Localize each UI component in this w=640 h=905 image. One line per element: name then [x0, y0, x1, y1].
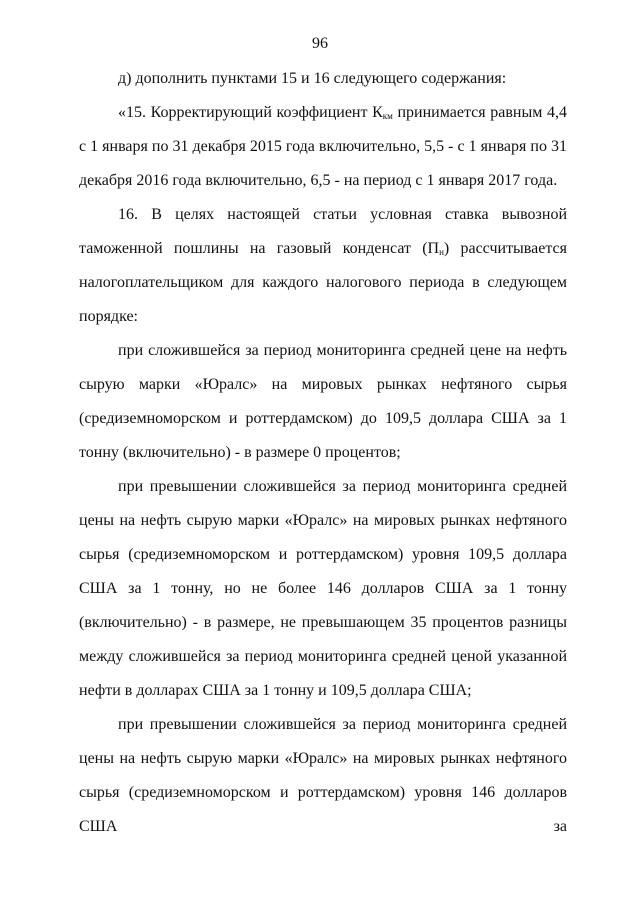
paragraph-item-15	[79, 96, 567, 198]
duty-rate-subscript: н	[439, 247, 444, 257]
coefficient-subscript: км	[382, 111, 393, 121]
paragraph-item-16-text-start: 16. В целях настоящей статьи условная ставка вывозной таможенной пошлины на газовый конденсат (П	[79, 206, 567, 257]
page-number: 96	[312, 35, 328, 52]
document-body	[79, 62, 567, 844]
paragraph-item-16	[79, 198, 567, 334]
paragraph-price-109-5-to-146: при превышении сложившейся за период мониторинга средней цены на нефть сырую марки «Юралс» на мировых рынках нефтяного сырья (средиземноморском и роттердамском) уровня 109,5 доллара США за 1 тонну, но не более 146 долларов США за 1 тонну (включительно) - в размере, не превышающем 35 процентов разницы между сложившейся за период мониторинга средней ценой указанной нефти в долларах США за 1 тонну и 109,5 доллара США;	[79, 478, 567, 699]
paragraph-price-up-to-109-5: при сложившейся за период мониторинга средней цене на нефть сырую марки «Юралс» на мировых рынках нефтяного сырья (средиземноморском и роттердамском) до 109,5 доллара США за 1 тонну (включительно) - в размере 0 процентов;	[79, 342, 567, 461]
paragraph-price-above-146: при превышении сложившейся за период мониторинга средней цены на нефть сырую марки «Юралс» на мировых рынках нефтяного сырья (средиземноморском и роттердамском) уровня 146 долларов США за	[79, 716, 567, 835]
paragraph-item-15-text-start: «15. Корректирующий коэффициент К	[118, 104, 383, 121]
paragraph-item-16-text-end: ) рассчитывается налогоплательщиком для каждого налогового периода в следующем порядке:	[79, 240, 567, 325]
paragraph-item-15-text-end: принимается равным 4,4 с 1 января по 31 декабря 2015 года включительно, 5,5 - с 1 января по 31 декабря 2016 года включительно, 6,5 - на период с 1 января 2017 года.	[79, 104, 567, 189]
paragraph-amendment-intro: д) дополнить пунктами 15 и 16 следующего содержания:	[118, 70, 507, 87]
